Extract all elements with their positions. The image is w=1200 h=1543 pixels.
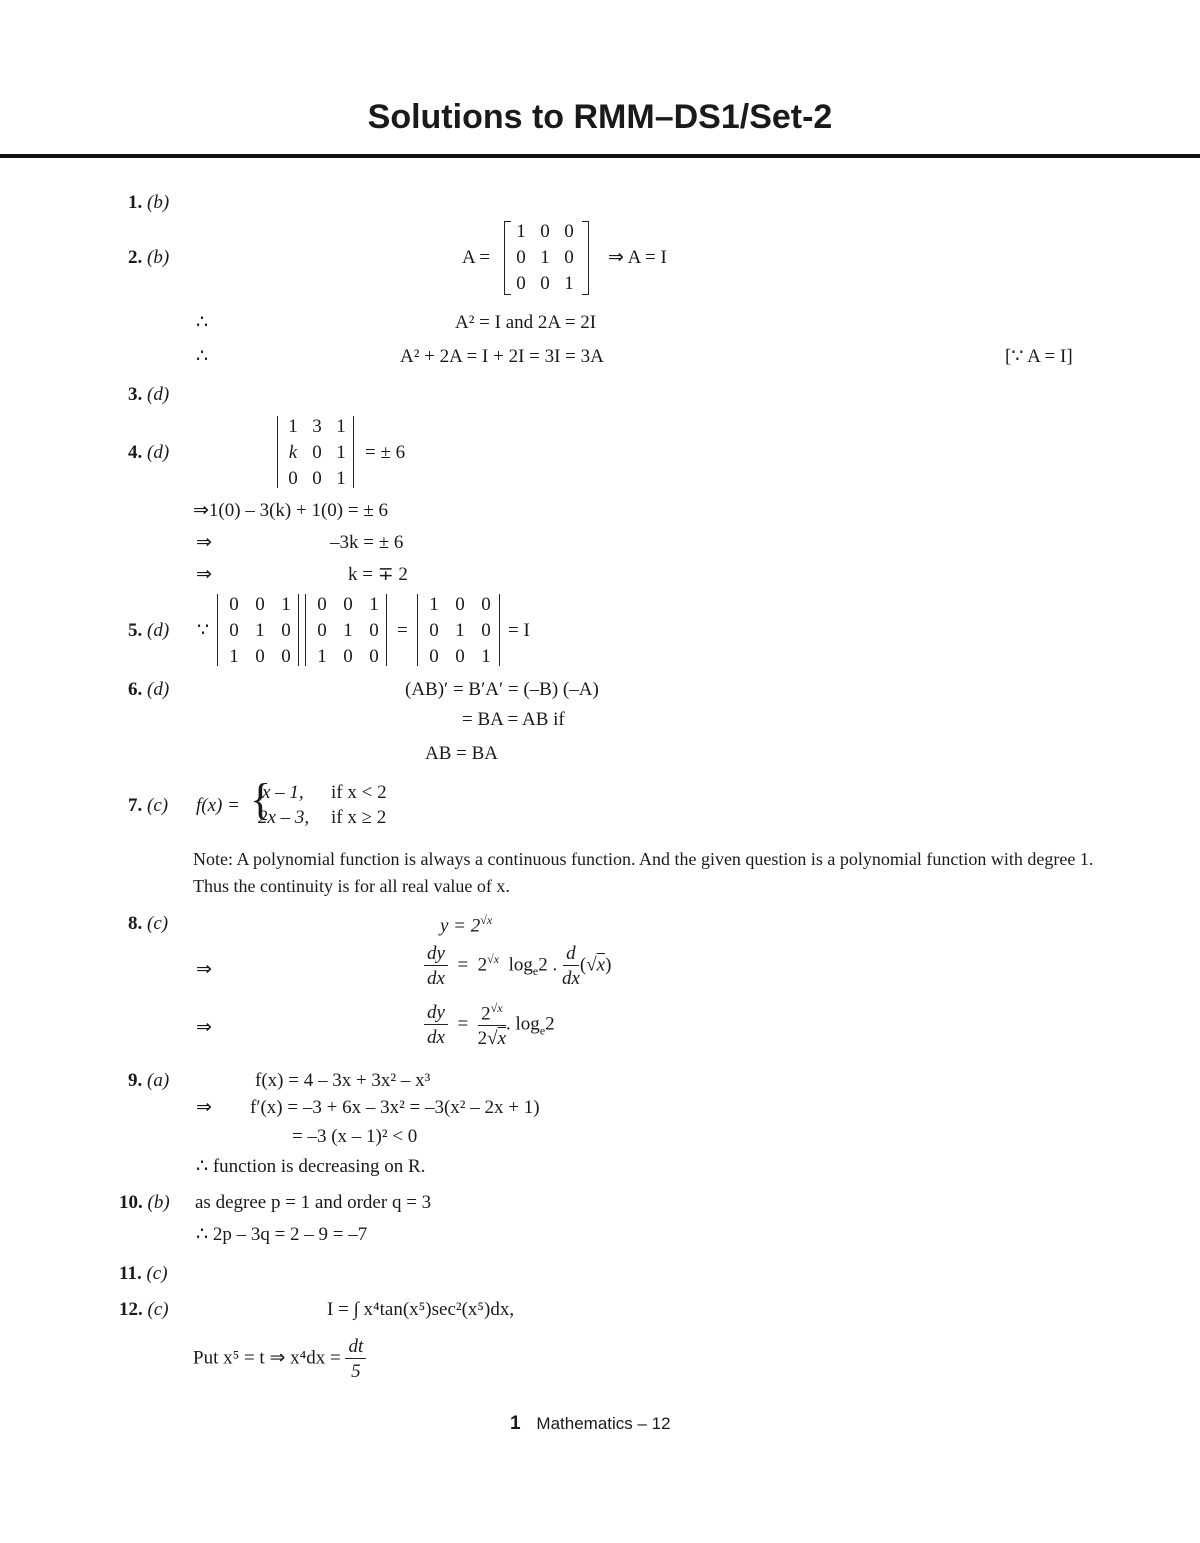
q4-rhs: = ± 6: [365, 442, 406, 463]
q6-answer: (d): [147, 679, 170, 700]
q9-line4: ∴ function is decreasing on R.: [196, 1156, 426, 1177]
matrix-cell: 0: [317, 594, 327, 615]
q10-line2: ∴ 2p – 3q = 2 – 9 = –7: [196, 1224, 368, 1245]
q4-answer: (d): [147, 442, 170, 463]
matrix-cell: 0: [343, 594, 353, 615]
q12-dt: dt: [345, 1337, 366, 1359]
q2: [128, 248, 169, 267]
q8-dy: dy: [424, 944, 448, 966]
matrix-row: [281, 466, 353, 492]
q1: [128, 193, 169, 212]
matrix-cell: 0: [255, 646, 265, 667]
matrix-cell: 0: [455, 646, 465, 667]
q10-answer: (b): [147, 1192, 170, 1213]
q8-dydx-frac: [424, 944, 448, 988]
matrix-row: [421, 618, 499, 644]
matrix-cell: 1: [516, 221, 526, 242]
matrix-cell: 1: [481, 646, 491, 667]
q9-line3: = –3 (x – 1)² < 0: [292, 1126, 418, 1147]
matrix-cell: 0: [312, 442, 322, 463]
q8-number: 8.: [128, 913, 143, 934]
implies-symbol: ⇒: [196, 1097, 212, 1118]
q8-eq: =: [457, 954, 469, 976]
matrix-cell: 0: [481, 594, 491, 615]
because-symbol: ∵: [197, 620, 210, 641]
q12-dt-frac: [345, 1337, 366, 1381]
matrix-cell: 0: [540, 273, 550, 294]
q8-x: x: [596, 954, 606, 976]
matrix-cell: 0: [343, 646, 353, 667]
matrix-cell: 1: [336, 416, 346, 437]
matrix-cell: 1: [229, 646, 239, 667]
q4-determinant: [281, 414, 353, 492]
q8-line1: $y = 2^{√x}$: [440, 913, 493, 937]
implies-symbol: ⇒: [196, 1017, 212, 1038]
q5-answer: (d): [147, 620, 170, 641]
matrix-cell: 0: [564, 247, 574, 268]
q9: [128, 1071, 169, 1090]
q8-log: log: [508, 954, 533, 976]
q8: [128, 914, 168, 933]
q9-line1: f(x) = 4 – 3x + 3x² – x³: [255, 1070, 431, 1091]
q5-m1-right-bar: [298, 594, 299, 666]
matrix-cell: 0: [229, 594, 239, 615]
q7-brace: {: [250, 775, 272, 824]
q2-matrix-right-bracket: [582, 221, 589, 295]
matrix-row: [281, 440, 353, 466]
q4-number: 4.: [128, 442, 143, 463]
footer: [510, 1414, 671, 1433]
q7-case1-cond: if x < 2: [331, 782, 387, 803]
q7-fx: f(x) =: [196, 795, 240, 816]
q8-eq: =: [457, 1013, 469, 1035]
matrix-cell: 1: [369, 594, 379, 615]
q4-step3: k = ∓ 2: [348, 564, 408, 585]
matrix-row: [309, 644, 387, 670]
q7-case1: x – 1,: [262, 782, 304, 803]
q5: [128, 621, 169, 640]
matrix-cell: 0: [317, 620, 327, 641]
q2-lhs: A =: [462, 247, 491, 268]
q8-dx: dx: [427, 968, 445, 989]
matrix-row: [309, 618, 387, 644]
q12-substitution: [193, 1337, 366, 1381]
q8-dy: dy: [424, 1003, 448, 1025]
matrix-row: [221, 592, 299, 618]
page-title: Solutions to RMM–DS1/Set-2: [367, 98, 833, 136]
q7-case2: 2x – 3,: [258, 807, 310, 828]
q8-line2: $\frac{dy}{dx}$ = $2^{√x}$ $\log_e2$ . $\frac{d}{dx}$ (√x): [424, 944, 611, 988]
q5-rhs: = I: [508, 620, 530, 641]
q8-den-two: 2: [477, 1028, 488, 1050]
q8-dx: dx: [561, 968, 580, 989]
matrix-row: [421, 644, 499, 670]
q11: [119, 1264, 168, 1283]
matrix-cell: 1: [336, 468, 346, 489]
q5-matrix-1: [221, 592, 299, 670]
q5-m2-left-bar: [305, 594, 306, 666]
matrix-cell: 0: [429, 646, 439, 667]
page-number: 1: [510, 1413, 521, 1434]
matrix-row: [221, 644, 299, 670]
q12-answer: (c): [147, 1299, 169, 1320]
implies-symbol: ⇒: [196, 564, 212, 585]
q8-x: x: [497, 1028, 507, 1050]
q8-two: 2: [538, 954, 548, 976]
matrix-cell: k: [288, 442, 298, 463]
matrix-cell: 0: [288, 468, 298, 489]
q7-answer: (c): [147, 795, 169, 816]
q8-log-tail: . log: [506, 1013, 540, 1035]
matrix-cell: 0: [564, 221, 574, 242]
matrix-cell: 0: [455, 594, 465, 615]
matrix-row: [509, 219, 581, 245]
q4-step1: ⇒1(0) – 3(k) + 1(0) = ± 6: [193, 500, 388, 521]
q2-answer: (b): [147, 247, 170, 268]
matrix-cell: 1: [540, 247, 550, 268]
matrix-row: [281, 414, 353, 440]
matrix-cell: 0: [229, 620, 239, 641]
q8-sup-x: x: [493, 952, 500, 967]
matrix-row: [509, 271, 581, 297]
q4: [128, 443, 169, 462]
q12-integral: I = ∫ x⁴tan(x⁵)sec²(x⁵)dx,: [327, 1299, 515, 1320]
matrix-cell: 1: [281, 594, 291, 615]
matrix-cell: 1: [255, 620, 265, 641]
implies-symbol: ⇒: [196, 959, 212, 980]
q6: [128, 680, 169, 699]
q4-det-right-bar: [353, 416, 354, 488]
q5-matrix-2: [309, 592, 387, 670]
matrix-cell: 0: [255, 594, 265, 615]
q4-det-left-bar: [277, 416, 278, 488]
q12-number: 12.: [119, 1299, 143, 1320]
q7-number: 7.: [128, 795, 143, 816]
matrix-cell: 0: [369, 646, 379, 667]
matrix-cell: 0: [312, 468, 322, 489]
matrix-row: [421, 592, 499, 618]
matrix-cell: 0: [540, 221, 550, 242]
q8-dx: dx: [427, 1027, 445, 1049]
q5-m1-left-bar: [217, 594, 218, 666]
q5-matrix-3: [421, 592, 499, 670]
matrix-cell: 0: [281, 620, 291, 641]
q8-sup-x: x: [486, 913, 493, 927]
q2-reason: [∵ A = I]: [1005, 346, 1073, 367]
q1-number: 1.: [128, 192, 143, 213]
therefore-symbol: ∴: [196, 312, 209, 333]
matrix-cell: 0: [516, 273, 526, 294]
q5-m2-right-bar: [386, 594, 387, 666]
q5-equals: =: [397, 620, 408, 641]
footer-label: Mathematics – 12: [536, 1414, 671, 1433]
q11-number: 11.: [119, 1263, 142, 1284]
q8-num-two: 2: [481, 1003, 491, 1025]
q9-number: 9.: [128, 1070, 143, 1091]
implies-symbol: ⇒: [196, 532, 212, 553]
q8-sup-x: x: [497, 1001, 503, 1015]
q5-number: 5.: [128, 620, 143, 641]
matrix-cell: 0: [516, 247, 526, 268]
q7-note: Note: A polynomial function is always a continuous function. And the given question is a polynomial function with degree 1. Thus the continuity is for all real value of x.: [193, 849, 1094, 896]
q8-d: d: [563, 944, 579, 966]
matrix-row: [509, 245, 581, 271]
q8-two: 2: [477, 954, 488, 976]
q10: [119, 1193, 170, 1212]
q8-result-frac: $\frac{2^{√x}}{2√x}$: [477, 1001, 507, 1050]
q2-number: 2.: [128, 247, 143, 268]
q9-line2: f′(x) = –3 + 6x – 3x² = –3(x² – 2x + 1): [250, 1097, 540, 1118]
q7: [128, 796, 168, 815]
matrix-cell: 1: [336, 442, 346, 463]
q2-line2: A² = I and 2A = 2I: [455, 312, 597, 333]
matrix-cell: 1: [317, 646, 327, 667]
q9-answer: (a): [147, 1070, 170, 1091]
matrix-cell: 1: [455, 620, 465, 641]
q12-five: 5: [351, 1361, 361, 1382]
q6-number: 6.: [128, 679, 143, 700]
q6-line1: (AB)′ = B′A′ = (–B) (–A): [405, 679, 599, 700]
q8-two: 2: [545, 1013, 555, 1035]
q1-answer: (b): [147, 192, 170, 213]
matrix-cell: 0: [369, 620, 379, 641]
q5-m3-right-bar: [499, 594, 500, 666]
q11-answer: (c): [146, 1263, 168, 1284]
q12-put: Put x⁵ = t ⇒ x⁴dx =: [193, 1347, 341, 1369]
q5-m3-left-bar: [417, 594, 418, 666]
q8-answer: (c): [147, 913, 169, 934]
q6-line2: = BA = AB if: [462, 709, 565, 730]
matrix-cell: 0: [481, 620, 491, 641]
matrix-cell: 0: [281, 646, 291, 667]
q10-line1: as degree p = 1 and order q = 3: [195, 1192, 432, 1213]
matrix-row: [309, 592, 387, 618]
matrix-cell: 1: [288, 416, 298, 437]
q8-ddx-frac: [562, 944, 580, 988]
q8-y-equation: y = 2: [440, 915, 481, 937]
q2-matrix: [509, 219, 581, 297]
matrix-cell: 3: [312, 416, 322, 437]
q10-number: 10.: [119, 1192, 143, 1213]
q2-rhs: ⇒ A = I: [608, 247, 667, 268]
q2-line3: A² + 2A = I + 2I = 3I = 3A: [400, 346, 604, 367]
matrix-row: [221, 618, 299, 644]
matrix-cell: 1: [564, 273, 574, 294]
q6-line3: AB = BA: [425, 743, 499, 764]
therefore-symbol: ∴: [196, 346, 209, 367]
q12: [119, 1300, 169, 1319]
q4-step2: –3k = ± 6: [330, 532, 404, 553]
matrix-cell: 0: [429, 620, 439, 641]
q7-case2-cond: if x ≥ 2: [331, 807, 387, 828]
matrix-cell: 1: [343, 620, 353, 641]
q8-dydx-frac: [424, 1003, 448, 1047]
q3-answer: (d): [147, 384, 170, 405]
q3: [128, 385, 169, 404]
q8-line3: $\frac{dy}{dx}$ = $\frac{2^{√x}}{2√x}$ . $\log_e2$: [424, 1002, 555, 1048]
title-rule: [0, 154, 1200, 158]
matrix-cell: 1: [429, 594, 439, 615]
q3-number: 3.: [128, 384, 143, 405]
